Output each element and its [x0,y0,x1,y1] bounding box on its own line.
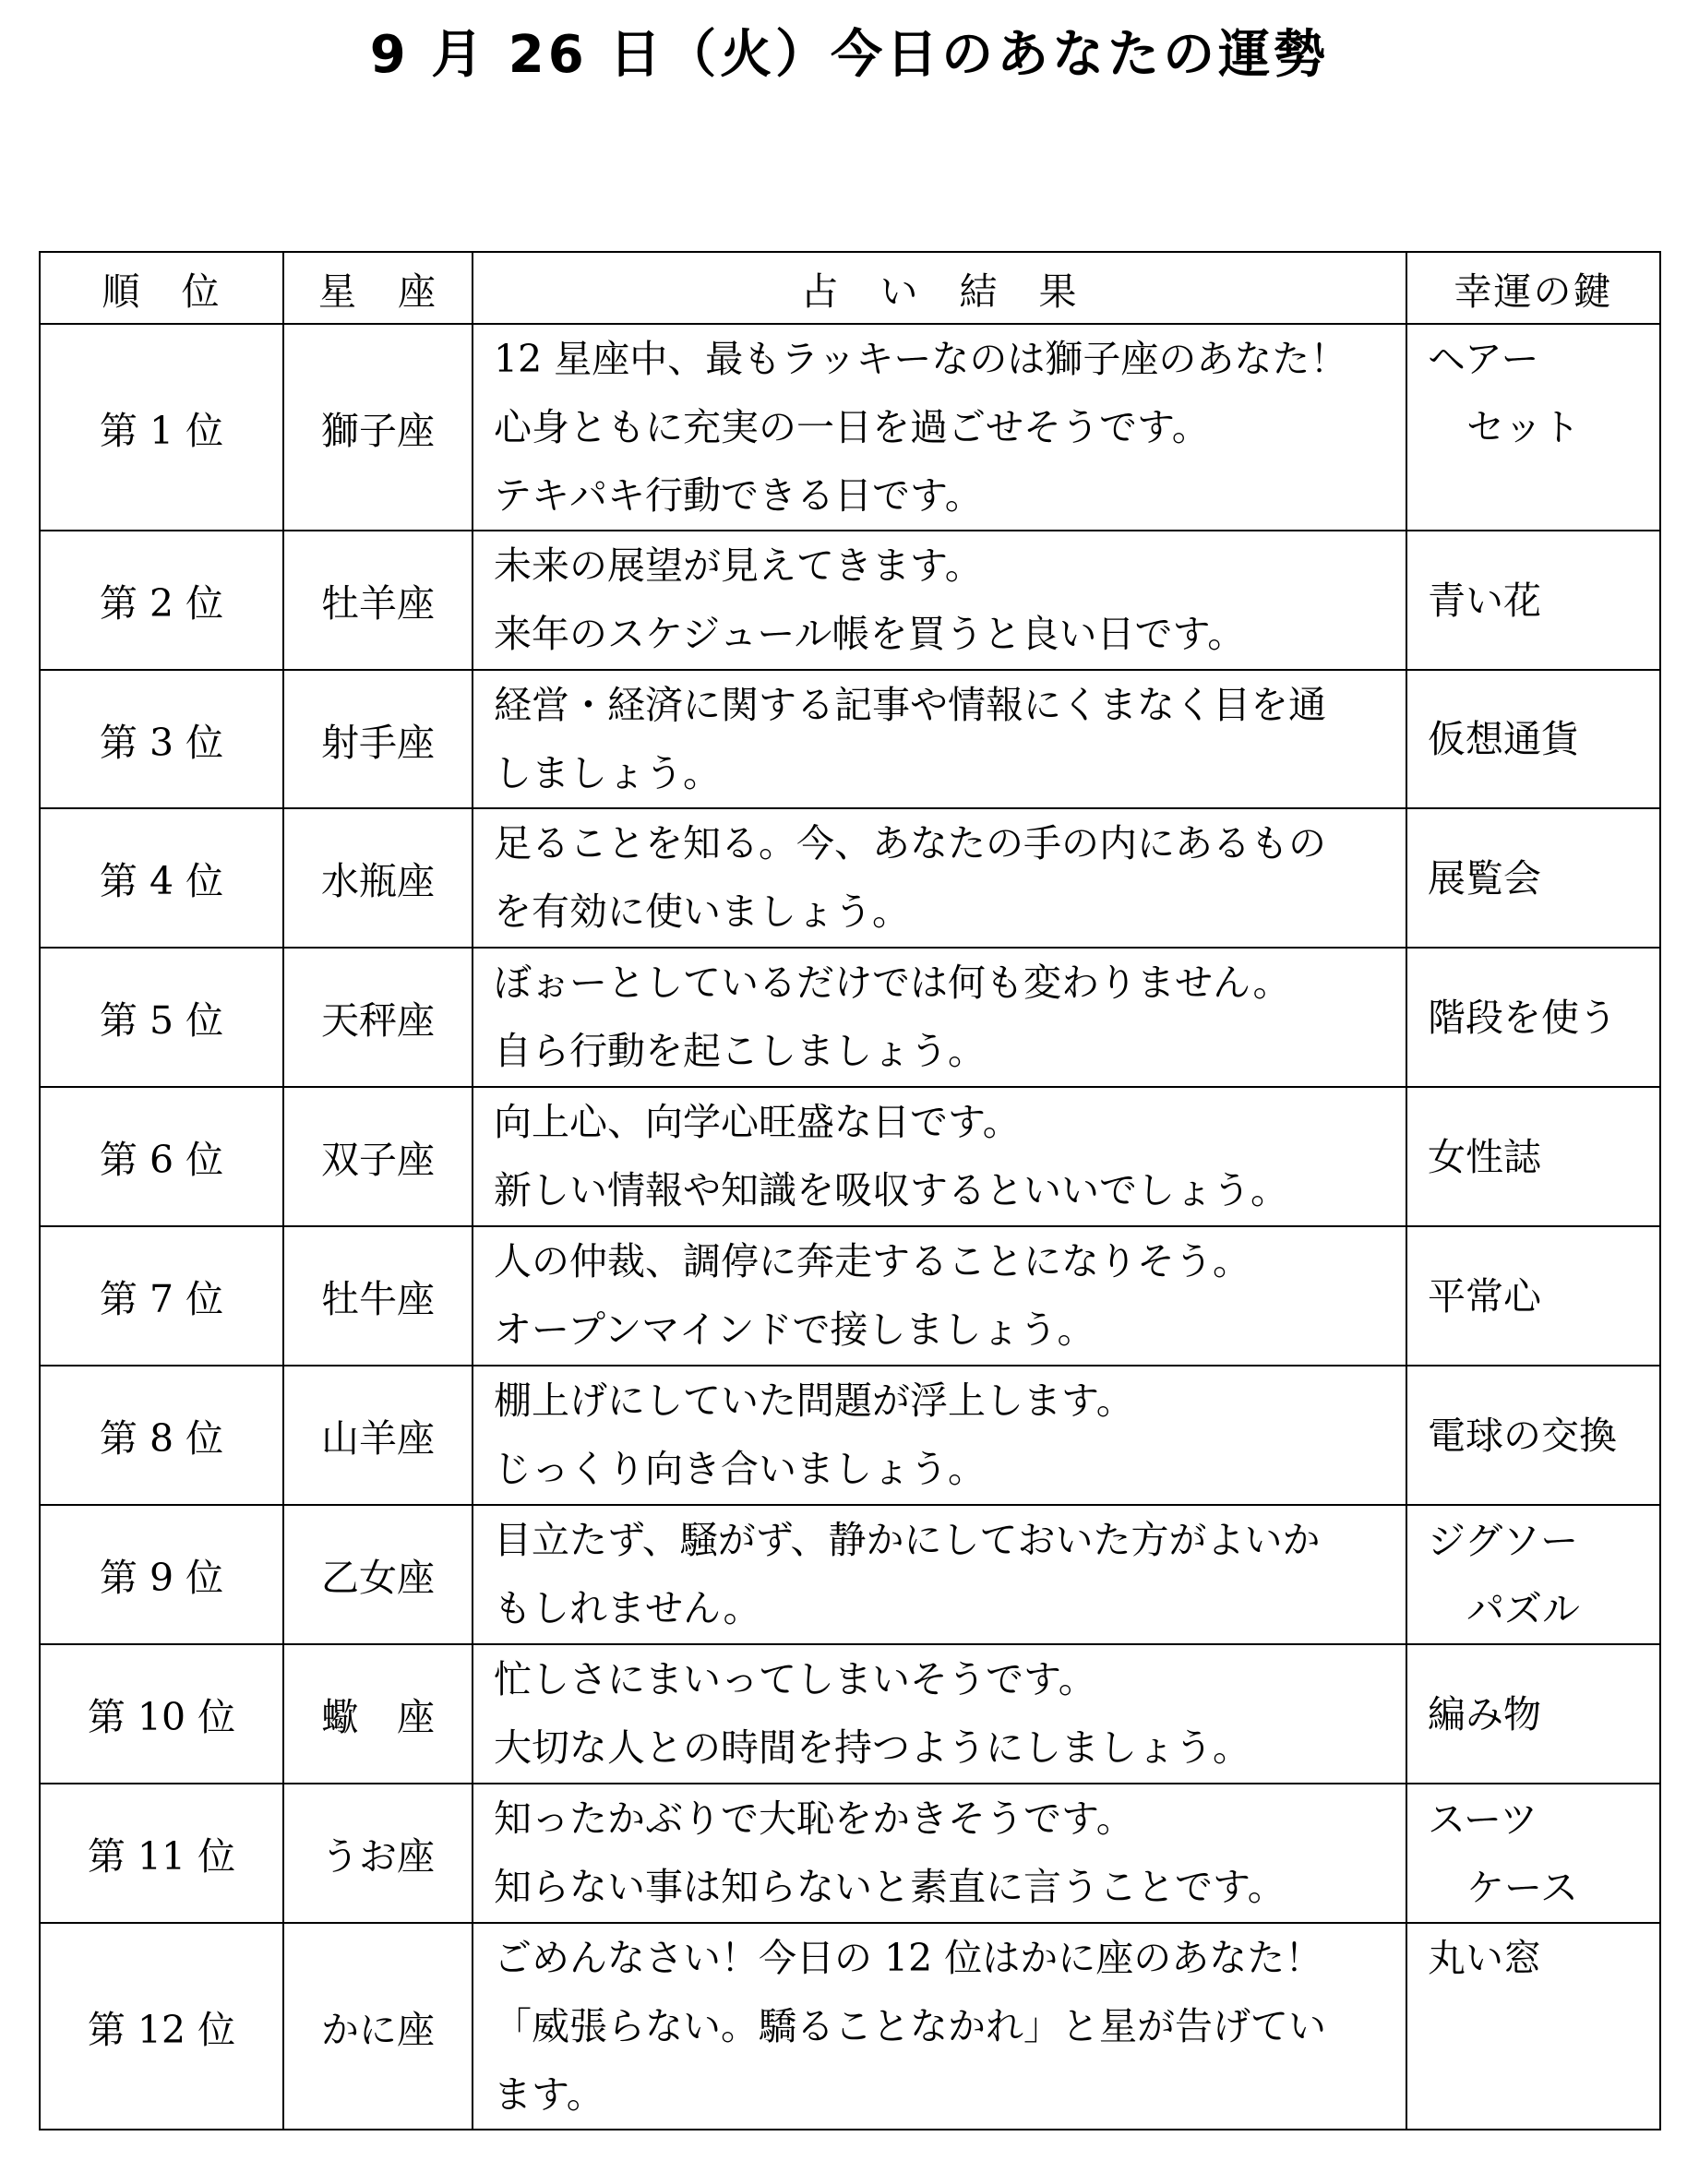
page-title: 9 月 26 日（火）今日のあなたの運勢 [369,25,1330,85]
result-line: 未来の展望が見えてきます。 [494,543,983,588]
result-line: 人の仲裁、調停に奔走することになりそう。 [494,1239,1250,1283]
lucky-key-cell [1406,1923,1660,2130]
result-cell [473,1644,1406,1784]
lucky-key-line: 女性誌 [1428,1134,1541,1179]
table-header-row [40,252,1660,324]
table-row [40,1226,1660,1366]
result-cell [473,948,1406,1087]
result-cell [473,1923,1406,2130]
result-line: 来年のスケジュール帳を買うと良い日です。 [494,612,1246,656]
table-row [40,324,1660,531]
fortune-table [39,251,1661,2130]
sign-cell: 山羊座 [283,1366,473,1505]
result-cell [473,324,1406,531]
rank-cell: 第 3 位 [40,670,283,808]
result-cell [473,808,1406,948]
header-result: 占 い 結 果 [473,252,1406,324]
rank-cell: 第 2 位 [40,531,283,670]
result-line: 経営・経済に関する記事や情報にくまなく目を通 [494,683,1326,727]
rank-cell: 第 12 位 [40,1923,283,2130]
lucky-key-cell [1406,1366,1660,1505]
result-cell [473,1226,1406,1366]
sign-cell: うお座 [283,1784,473,1923]
rank-cell: 第 10 位 [40,1644,283,1784]
table-row [40,1087,1660,1226]
lucky-key-line: ジグソー [1428,1518,1579,1563]
result-line: を有効に使いましょう。 [494,889,910,934]
table-row [40,1366,1660,1505]
lucky-key-cell [1406,808,1660,948]
lucky-key-cell [1406,1505,1660,1644]
lucky-key-cell [1406,948,1660,1087]
lucky-key-cell [1406,1644,1660,1784]
result-line: 「威張らない。驕ることなかれ」と星が告げてい [494,2004,1326,2048]
result-line: 自ら行動を起こしましょう。 [494,1029,986,1073]
lucky-key-line: 仮想通貨 [1428,717,1579,761]
header-lucky-key: 幸運の鍵 [1406,252,1660,324]
result-line: オープンマインドで接しましょう。 [494,1307,1095,1352]
result-line: 足ることを知る。今、あなたの手の内にあるもの [494,821,1326,865]
lucky-key-cell [1406,531,1660,670]
lucky-key-cell [1406,1784,1660,1923]
result-line: 知らない事は知らないと素直に言うことです。 [494,1865,1286,1909]
sign-cell: 天秤座 [283,948,473,1087]
lucky-key-line: 電球の交換 [1428,1413,1617,1458]
sign-cell: 牡羊座 [283,531,473,670]
table-row [40,1784,1660,1923]
lucky-key-line: 編み物 [1428,1691,1541,1736]
result-line: 忙しさにまいってしまいそうです。 [494,1657,1096,1701]
lucky-key-line: 展覧会 [1428,855,1541,901]
result-line: もしれません。 [494,1586,761,1630]
sign-cell: 牡牛座 [283,1226,473,1366]
lucky-key-line: スーツ [1428,1796,1538,1842]
lucky-key-cell [1406,670,1660,808]
result-cell [473,670,1406,808]
result-line: 目立たず、騒がず、静かにしておいた方がよいか [494,1518,1321,1562]
rank-cell: 第 8 位 [40,1366,283,1505]
result-line: 大切な人との時間を持つようにしましょう。 [494,1725,1250,1770]
lucky-key-line: ヘアー [1428,337,1539,381]
lucky-key-line: 丸い窓 [1428,1936,1541,1980]
sign-cell: 乙女座 [283,1505,473,1644]
sign-cell: 射手座 [283,670,473,808]
result-cell [473,1087,1406,1226]
sign-cell: 獅子座 [283,324,473,531]
result-line: 棚上げにしていた問題が浮上します。 [494,1378,1134,1423]
result-cell [473,1366,1406,1505]
lucky-key-line: パズル [1466,1586,1580,1631]
rank-cell: 第 11 位 [40,1784,283,1923]
sign-cell: 双子座 [283,1087,473,1226]
header-rank: 順 位 [40,252,283,324]
table-row [40,808,1660,948]
result-line: ごめんなさい！今日の 12 位はかに座のあなた！ [494,1936,1323,1980]
lucky-key-line: 平常心 [1428,1273,1541,1319]
sign-cell: 蠍 座 [283,1644,473,1784]
sign-cell: かに座 [283,1923,473,2130]
sign-cell: 水瓶座 [283,808,473,948]
result-cell [473,1505,1406,1644]
header-sign: 星 座 [283,252,473,324]
rank-cell: 第 4 位 [40,808,283,948]
rank-cell: 第 5 位 [40,948,283,1087]
result-line: ぼぉーとしているだけでは何も変わりません。 [494,961,1291,1005]
lucky-key-cell [1406,1087,1660,1226]
rank-cell: 第 9 位 [40,1505,283,1644]
result-line: ます。 [494,2072,604,2117]
table-row [40,531,1660,670]
lucky-key-line: 階段を使う [1428,995,1617,1040]
result-line: 知ったかぶりで大恥をかきそうです。 [494,1796,1134,1841]
result-cell [473,1784,1406,1923]
result-line: テキパキ行動できる日です。 [494,473,983,518]
result-line: 心身ともに充実の一日を過ごせそうです。 [494,405,1210,449]
rank-cell: 第 1 位 [40,324,283,531]
lucky-key-line: 青い花 [1428,578,1541,623]
table-row [40,670,1660,808]
table-row [40,1923,1660,2130]
lucky-key-line: ケース [1466,1865,1578,1910]
result-line: じっくり向き合いましょう。 [494,1447,986,1491]
result-cell [473,531,1406,670]
table-row [40,1505,1660,1644]
lucky-key-cell [1406,324,1660,531]
lucky-key-cell [1406,1226,1660,1366]
rank-cell: 第 6 位 [40,1087,283,1226]
table-row [40,948,1660,1087]
result-line: 向上心、向学心旺盛な日です。 [494,1100,1021,1144]
result-line: 新しい情報や知識を吸収するといいでしょう。 [494,1168,1288,1212]
table-row [40,1644,1660,1784]
rank-cell: 第 7 位 [40,1226,283,1366]
result-line: しましょう。 [494,751,721,795]
lucky-key-line: セット [1466,405,1580,449]
result-line: 12 星座中、最もラッキーなのは獅子座のあなた！ [494,337,1348,381]
